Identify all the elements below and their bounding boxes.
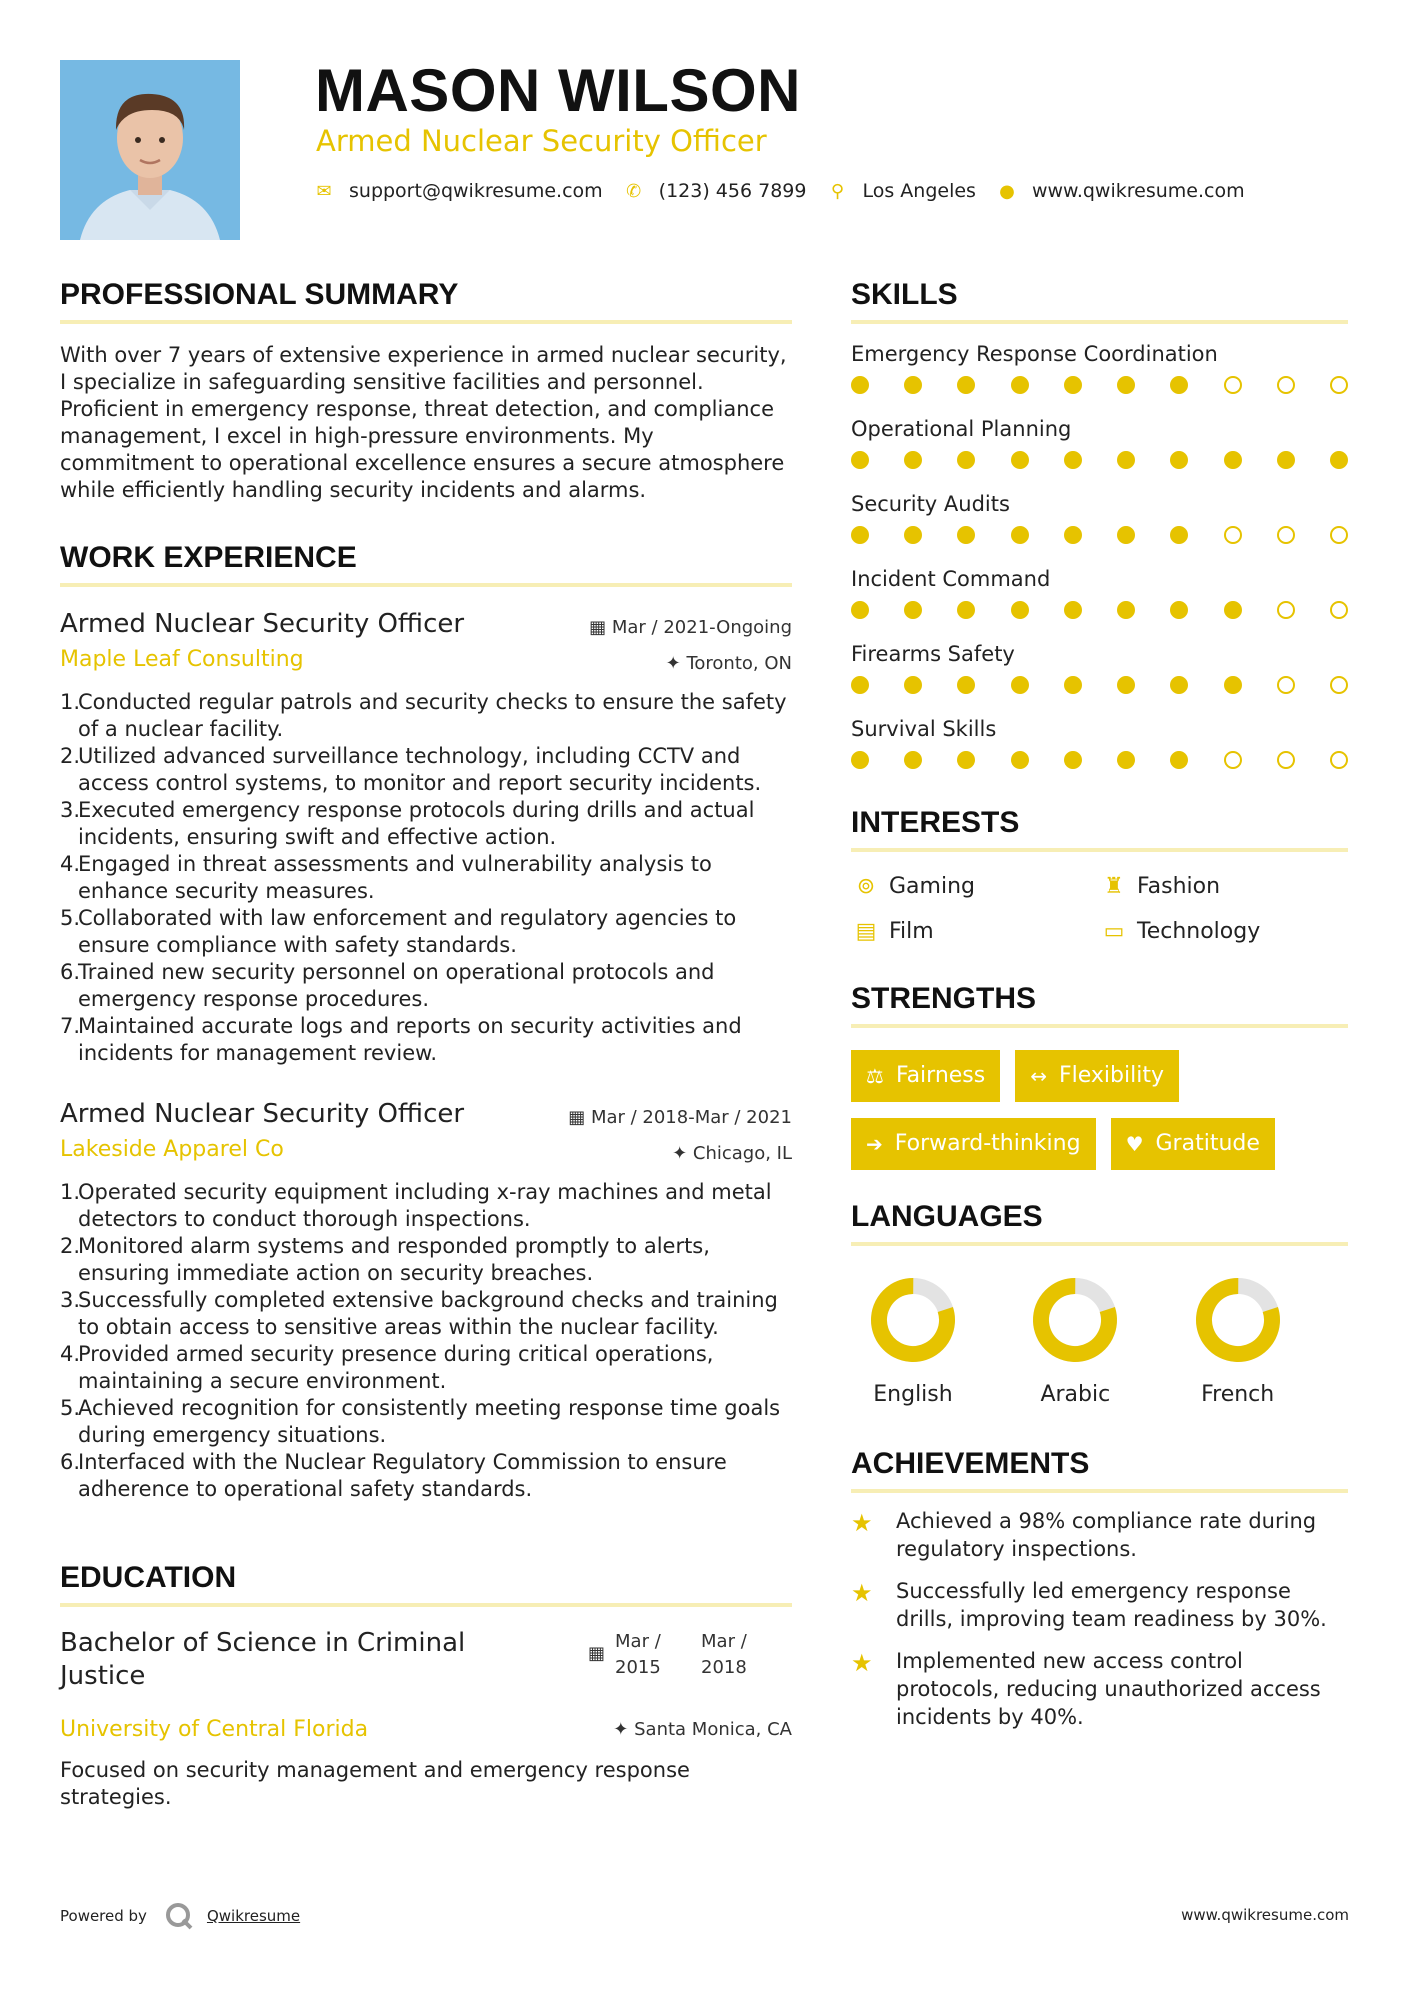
arrow-right-icon: ➔ [866,1132,883,1156]
skill-rating [851,597,1348,636]
education-degree: Bachelor of Science in Criminal Justice [60,1628,466,1691]
rating-dot-filled [1170,376,1188,394]
skill-name: Emergency Response Coordination [851,342,1218,366]
star-icon: ★ [851,1509,873,1537]
laptop-icon: ▭ [1103,919,1125,944]
contact-email[interactable] [315,180,603,202]
skill-item [851,561,1348,636]
arrows-horizontal-icon: ↔ [1030,1064,1047,1088]
candidate-role: Armed Nuclear Security Officer [316,124,767,158]
list-item: 4.Provided armed security presence during critical operations, maintaining a secure environment. [60,1342,714,1393]
rating-dot-filled [904,451,922,469]
skills-list [851,336,1348,786]
strength-tag: ➔ Forward-thinking [851,1118,1096,1170]
language-proficiency-donut [1194,1276,1282,1364]
interest-item: ▤ Film [851,919,1099,944]
rating-dot-filled [1011,376,1029,394]
education-dates [588,1629,787,1681]
section-title-achievements: ACHIEVEMENTS [851,1447,1348,1493]
rating-dot-filled [957,376,975,394]
section-title-languages: LANGUAGES [851,1200,1348,1246]
rating-dot-filled [1011,676,1029,694]
rating-dot-filled [1170,526,1188,544]
skill-item [851,636,1348,711]
achievement-item: ★ Implemented new access control protocols, reducing unauthorized access incidents by 40%. [851,1649,1321,1729]
contact-bar [315,180,1267,202]
job-date [568,1107,792,1128]
rating-dot-filled [1064,376,1082,394]
rating-dot-filled [1117,451,1135,469]
donut-fill [1195,1277,1281,1363]
interest-item: ▭ Technology [1099,919,1347,944]
education-school: University of Central Florida [60,1717,369,1742]
education-location [613,1719,792,1740]
skill-rating [851,522,1348,561]
strength-tag: ↔ Flexibility [1015,1050,1179,1102]
section-title-skills: SKILLS [851,278,1348,324]
left-column [60,278,792,1811]
rating-dot-filled [851,376,869,394]
language-name: Arabic [1040,1382,1111,1407]
list-item: 1.Operated security equipment including x-ray machines and metal detectors to conduct thorough inspections. [60,1180,772,1231]
rating-dot-filled [957,676,975,694]
rating-dot-filled [1064,751,1082,769]
language-proficiency-donut [869,1276,957,1364]
language-item [1186,1276,1348,1407]
rating-dot-empty [1277,751,1295,769]
job-date [589,617,792,638]
job-date-text: Mar / 2018-Mar / 2021 [590,1107,792,1128]
list-item: 3.Executed emergency response protocols during drills and actual incidents, ensuring swift and effective action. [60,798,755,849]
language-proficiency-donut [1031,1276,1119,1364]
skill-name: Incident Command [851,567,1051,591]
profile-photo [60,60,240,240]
star-icon: ★ [851,1579,873,1607]
job-entry [60,1099,792,1503]
rating-dot-filled [1011,526,1029,544]
section-title-summary: PROFESSIONAL SUMMARY [60,278,792,324]
rating-dot-filled [1064,601,1082,619]
strengths-section [851,982,1348,1186]
rating-dot-filled [1277,451,1295,469]
strengths-list [851,1050,1348,1186]
job-bullets [60,689,792,1067]
shopping-bag-icon: ♜ [1104,874,1124,899]
rating-dot-filled [851,526,869,544]
skill-rating [851,372,1348,411]
skill-name: Firearms Safety [851,642,1015,666]
globe-icon: ● [999,180,1015,202]
rating-dot-filled [1064,451,1082,469]
contact-website[interactable] [998,180,1245,202]
rating-dot-filled [1011,601,1029,619]
section-title-strengths: STRENGTHS [851,982,1348,1028]
rating-dot-filled [1064,526,1082,544]
interest-item: ⊚ Gaming [851,874,1099,899]
film-icon: ▤ [855,919,877,944]
achievement-item: ★ Successfully led emergency response drills, improving team readiness by 30%. [851,1579,1327,1631]
summary-section [60,278,792,504]
rating-dot-filled [1170,451,1188,469]
pushpin-icon: ✦ [613,1719,635,1740]
map-pin-icon: ⚲ [830,180,845,202]
pushpin-icon: ✦ [665,653,687,674]
skill-rating [851,747,1348,786]
rating-dot-filled [1170,676,1188,694]
language-item [861,1276,1023,1407]
skill-item [851,486,1348,561]
skill-rating [851,672,1348,711]
job-title: Armed Nuclear Security Officer [60,609,465,639]
rating-dot-empty [1277,376,1295,394]
list-item: 5.Collaborated with law enforcement and regulatory agencies to ensure compliance with safety standards. [60,906,737,957]
rating-dot-empty [1277,676,1295,694]
job-location [672,1143,792,1164]
rating-dot-filled [1117,526,1135,544]
language-name: English [873,1382,953,1407]
skill-item [851,411,1348,486]
education-section [60,1561,792,1811]
rating-dot-filled [1224,601,1242,619]
rating-dot-filled [1117,601,1135,619]
job-header [60,1099,792,1179]
rating-dot-filled [1330,451,1348,469]
rating-dot-filled [1011,451,1029,469]
rating-dot-filled [1117,751,1135,769]
rating-dot-empty [1330,601,1348,619]
job-company: Lakeside Apparel Co [60,1137,284,1162]
rating-dot-filled [904,601,922,619]
email-text: support@qwikresume.com [349,180,603,202]
calendar-icon: ▦ [588,1643,606,1664]
rating-dot-filled [851,676,869,694]
rating-dot-empty [1330,676,1348,694]
rating-dot-empty [1330,376,1348,394]
list-item: 1.Conducted regular patrols and security checks to ensure the safety of a nuclear facility. [60,690,787,741]
heart-icon: ♥ [1125,1132,1144,1156]
rating-dot-filled [957,451,975,469]
experience-section [60,541,792,1503]
rating-dot-filled [957,601,975,619]
rating-dot-filled [904,751,922,769]
list-item: 2.Monitored alarm systems and responded promptly to alerts, ensuring immediate action on security breaches. [60,1234,710,1285]
website-text: www.qwikresume.com [1031,180,1245,202]
rating-dot-filled [1117,676,1135,694]
powered-by-text: Powered by [60,1907,147,1925]
contact-phone[interactable] [625,180,807,202]
education-location-text: Santa Monica, CA [634,1719,792,1740]
summary-text: With over 7 years of extensive experience in armed nuclear security, I specialize in safeguarding sensitive facilities and personnel. Proficient in emergency response, threat detection, and compliance management, I excel in high-pressure environments. My commitment to operational excellence ensures a secure atmosphere while efficiently handling security incidents and alarms. [60,343,787,502]
job-entry [60,609,792,1067]
skill-name: Operational Planning [851,417,1072,441]
strength-tag: ⚖ Fairness [851,1050,1000,1102]
education-header [60,1627,792,1717]
achievements-list [851,1507,1348,1731]
skill-item [851,336,1348,411]
achievements-section [851,1447,1348,1731]
list-item: 3.Successfully completed extensive background checks and training to obtain access to sensitive areas within the nuclear facility. [60,1288,778,1339]
pushpin-icon: ✦ [672,1143,693,1164]
list-item: 7.Maintained accurate logs and reports on security activities and incidents for management review. [60,1014,742,1065]
job-header [60,609,792,689]
rating-dot-filled [851,451,869,469]
interest-item: ♜ Fashion [1099,874,1347,899]
donut-fill [870,1277,956,1363]
phone-text: (123) 456 7899 [658,180,807,202]
rating-dot-filled [1064,676,1082,694]
job-location [666,653,792,674]
donut-fill [1032,1277,1118,1363]
rating-dot-filled [1117,376,1135,394]
rating-dot-empty [1330,751,1348,769]
job-company: Maple Leaf Consulting [60,647,304,672]
footer-website[interactable]: www.qwikresume.com [1181,1906,1349,1924]
rating-dot-empty [1224,376,1242,394]
balance-scale-icon: ⚖ [866,1064,884,1088]
brand-link[interactable]: Qwikresume [206,1907,301,1925]
footer-powered-by [60,1900,300,1932]
interests-list [851,874,1348,944]
skill-name: Security Audits [851,492,1010,516]
job-title: Armed Nuclear Security Officer [60,1099,465,1129]
skill-item [851,711,1348,786]
rating-dot-filled [1224,676,1242,694]
strength-tag: ♥ Gratitude [1111,1118,1275,1170]
rating-dot-filled [1011,751,1029,769]
section-title-interests: INTERESTS [851,806,1348,852]
calendar-icon: ▦ [589,617,612,638]
job-location-text: Toronto, ON [686,653,792,674]
location-text: Los Angeles [862,180,976,202]
languages-list [851,1276,1348,1407]
rating-dot-filled [1170,751,1188,769]
achievement-item: ★ Achieved a 98% compliance rate during regulatory inspections. [851,1509,1317,1561]
list-item: 5.Achieved recognition for consistently meeting response time goals during emergency situations. [60,1396,781,1447]
star-icon: ★ [851,1649,873,1677]
list-item: 2.Utilized advanced surveillance technology, including CCTV and access control systems, to monitor and report security incidents. [60,744,762,795]
rating-dot-filled [957,751,975,769]
interests-section [851,806,1348,944]
envelope-icon: ✉ [316,180,332,202]
contact-location [828,180,975,202]
right-column [851,278,1348,1731]
candidate-name: MASON WILSON [315,57,801,124]
rating-dot-filled [957,526,975,544]
section-title-education: EDUCATION [60,1561,792,1607]
rating-dot-filled [1224,451,1242,469]
list-item: 6.Trained new security personnel on operational protocols and emergency response procedures. [60,960,715,1011]
list-item: 6.Interfaced with the Nuclear Regulatory Commission to ensure adherence to operational safety standards. [60,1450,727,1501]
rating-dot-filled [904,376,922,394]
list-item: 4.Engaged in threat assessments and vulnerability analysis to enhance security measures. [60,852,712,903]
rating-dot-filled [851,601,869,619]
rating-dot-empty [1277,526,1295,544]
education-start: Mar / 2015 [615,1631,661,1678]
job-date-text: Mar / 2021-Ongoing [611,617,792,638]
languages-section [851,1200,1348,1407]
education-description: Focused on security management and emergency response strategies. [60,1758,690,1809]
rating-dot-filled [904,676,922,694]
gamepad-icon: ⊚ [856,874,876,899]
rating-dot-empty [1224,751,1242,769]
skill-name: Survival Skills [851,717,997,741]
rating-dot-filled [904,526,922,544]
calendar-icon: ▦ [568,1107,591,1128]
rating-dot-filled [1170,601,1188,619]
education-subheader [60,1717,792,1747]
job-location-text: Chicago, IL [692,1143,792,1164]
qwikresume-logo-icon [163,1900,195,1932]
rating-dot-empty [1224,526,1242,544]
skills-section [851,278,1348,786]
rating-dot-filled [851,751,869,769]
section-title-experience: WORK EXPERIENCE [60,541,792,587]
skill-rating [851,447,1348,486]
language-name: French [1201,1382,1275,1407]
job-bullets [60,1179,792,1503]
phone-icon: ✆ [626,180,642,202]
rating-dot-empty [1277,601,1295,619]
language-item [1023,1276,1185,1407]
education-end: Mar / 2018 [701,1631,747,1678]
rating-dot-empty [1330,526,1348,544]
